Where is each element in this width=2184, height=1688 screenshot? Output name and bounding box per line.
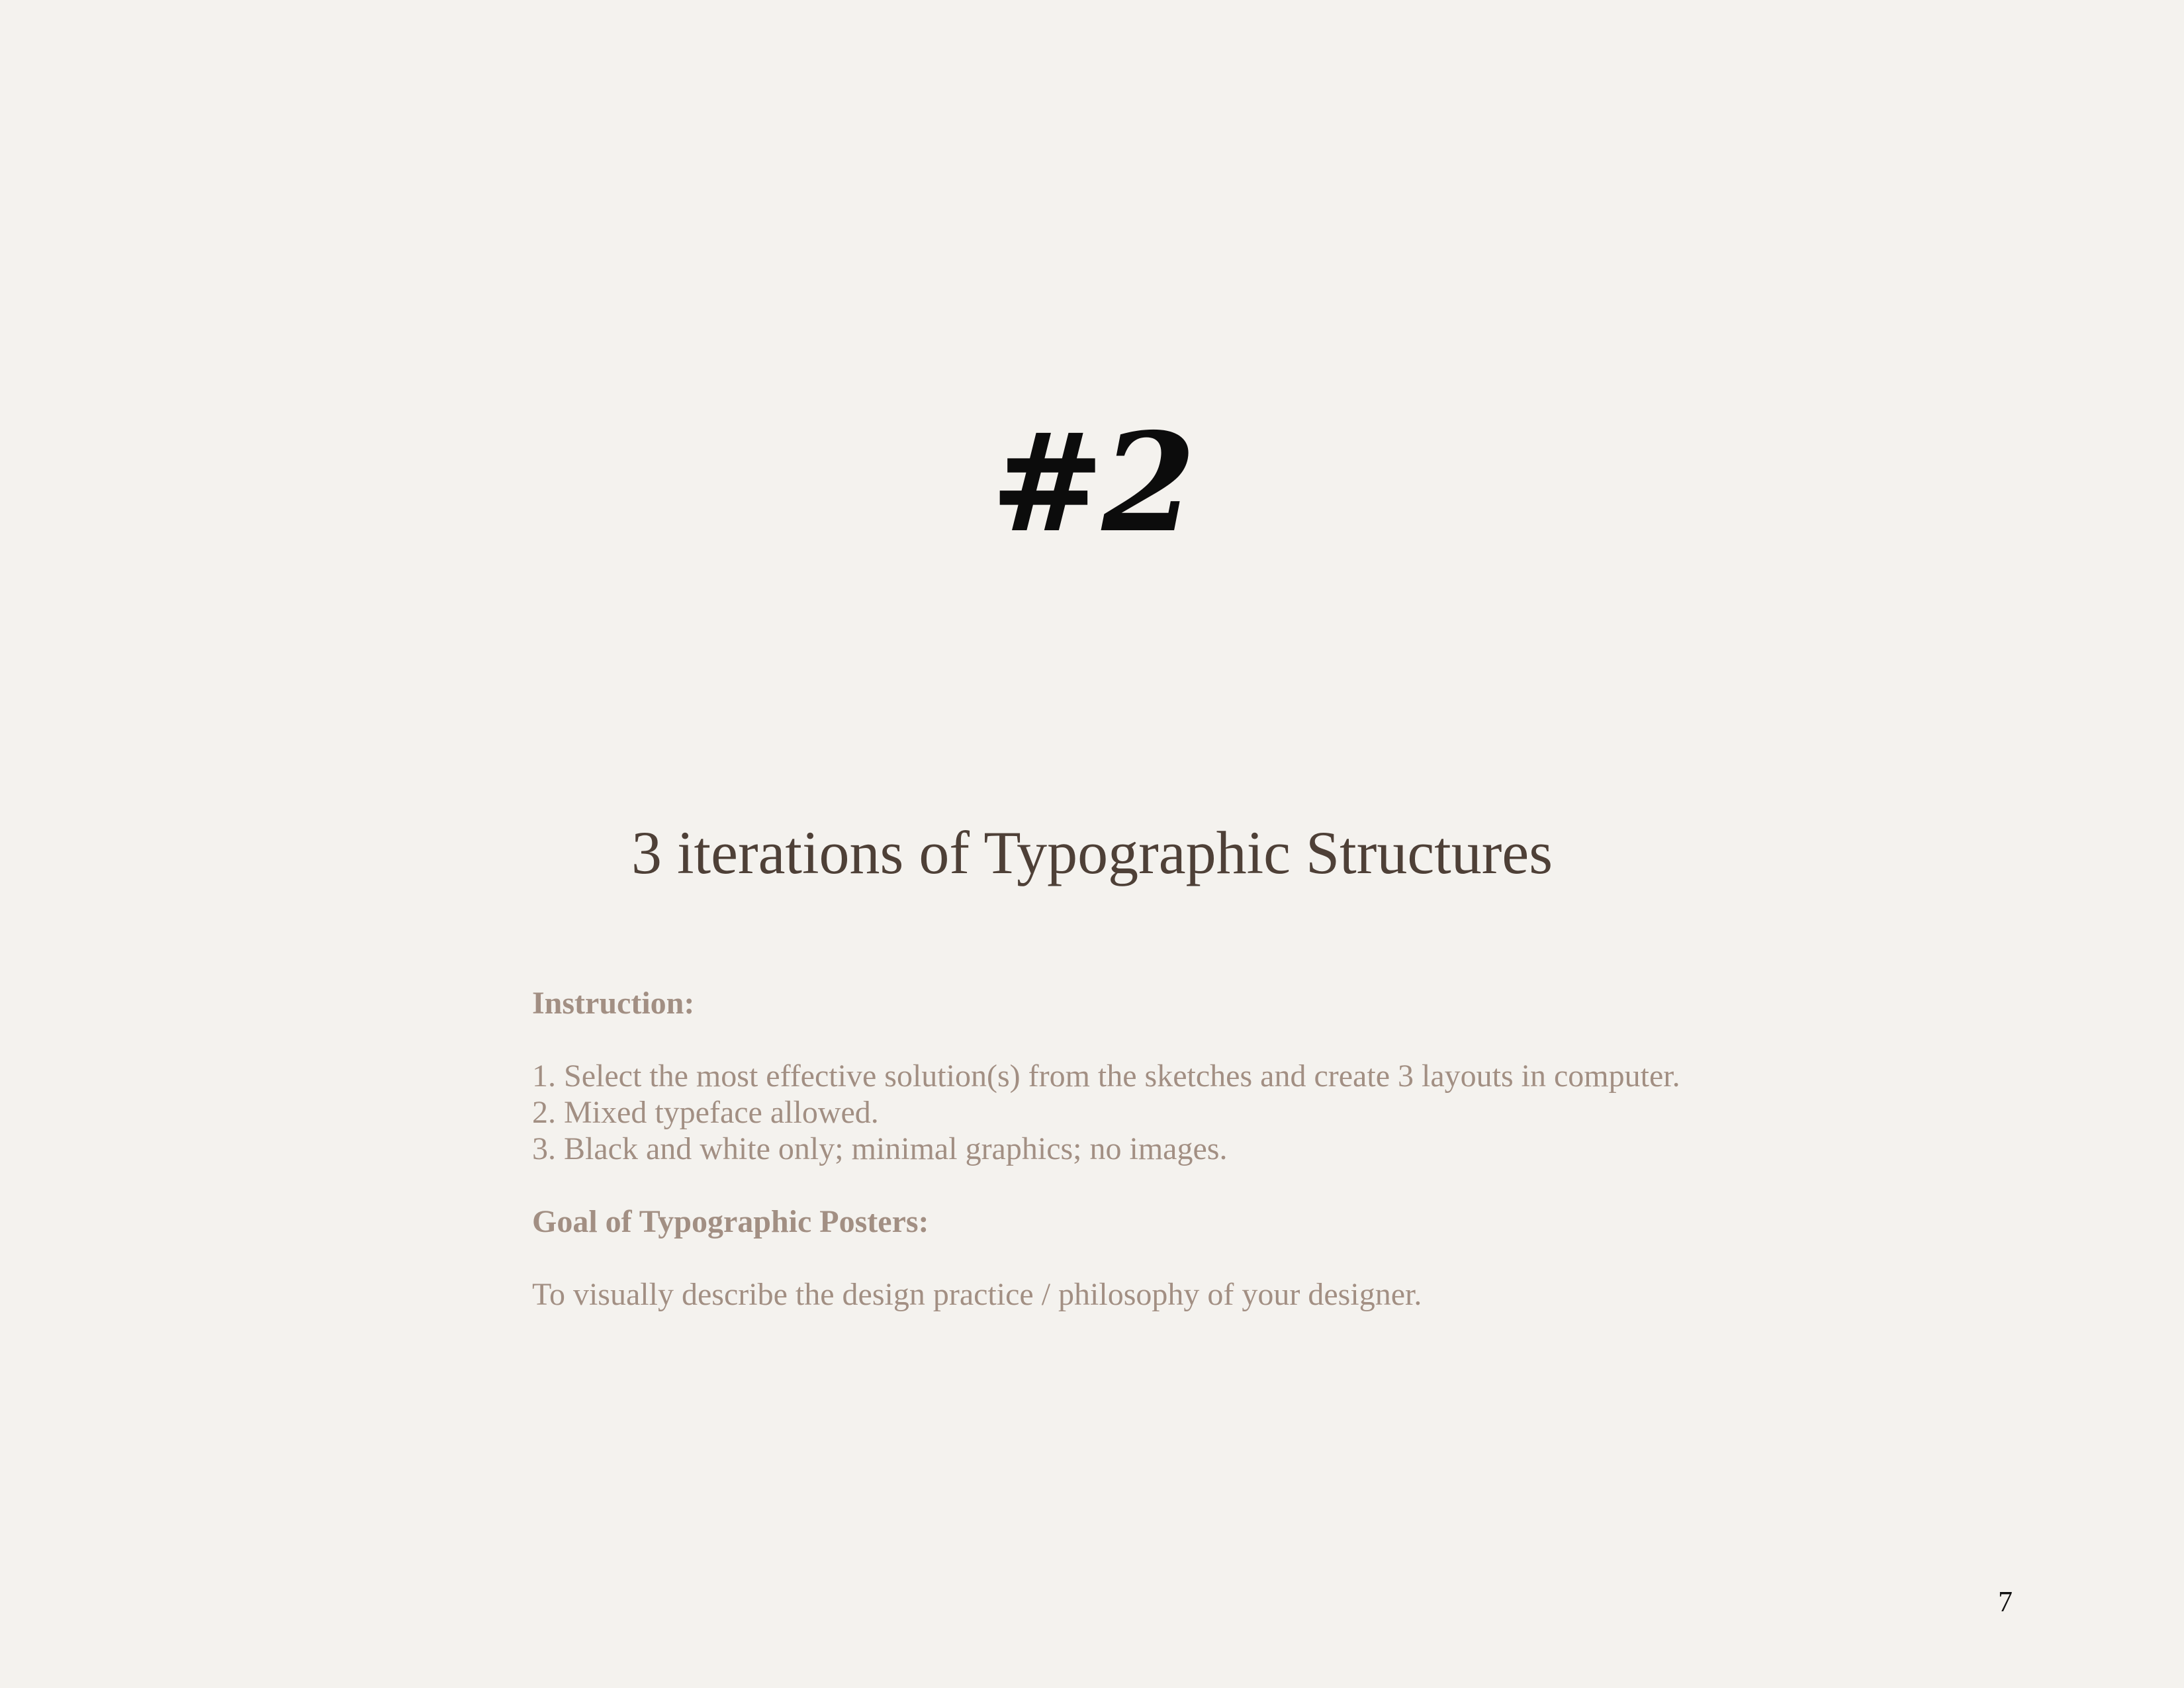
goal-text: To visually describe the design practice / philosophy of your designer. [532, 1277, 1422, 1312]
instruction-item-1: 1. Select the most effective solution(s) from the sketches and create 3 layouts in computer. [532, 1058, 1680, 1094]
instruction-heading: Instruction: [532, 986, 695, 1021]
goal-heading: Goal of Typographic Posters: [532, 1204, 929, 1239]
section-number: #2 [990, 404, 1194, 563]
instruction-item-2: 2. Mixed typeface allowed. [532, 1095, 879, 1130]
section-title: 3 iterations of Typographic Structures [631, 819, 1553, 886]
instruction-item-3: 3. Black and white only; minimal graphics; no images. [532, 1131, 1228, 1166]
instruction-block [532, 985, 1723, 1313]
page-number: 7 [1998, 1585, 2013, 1618]
